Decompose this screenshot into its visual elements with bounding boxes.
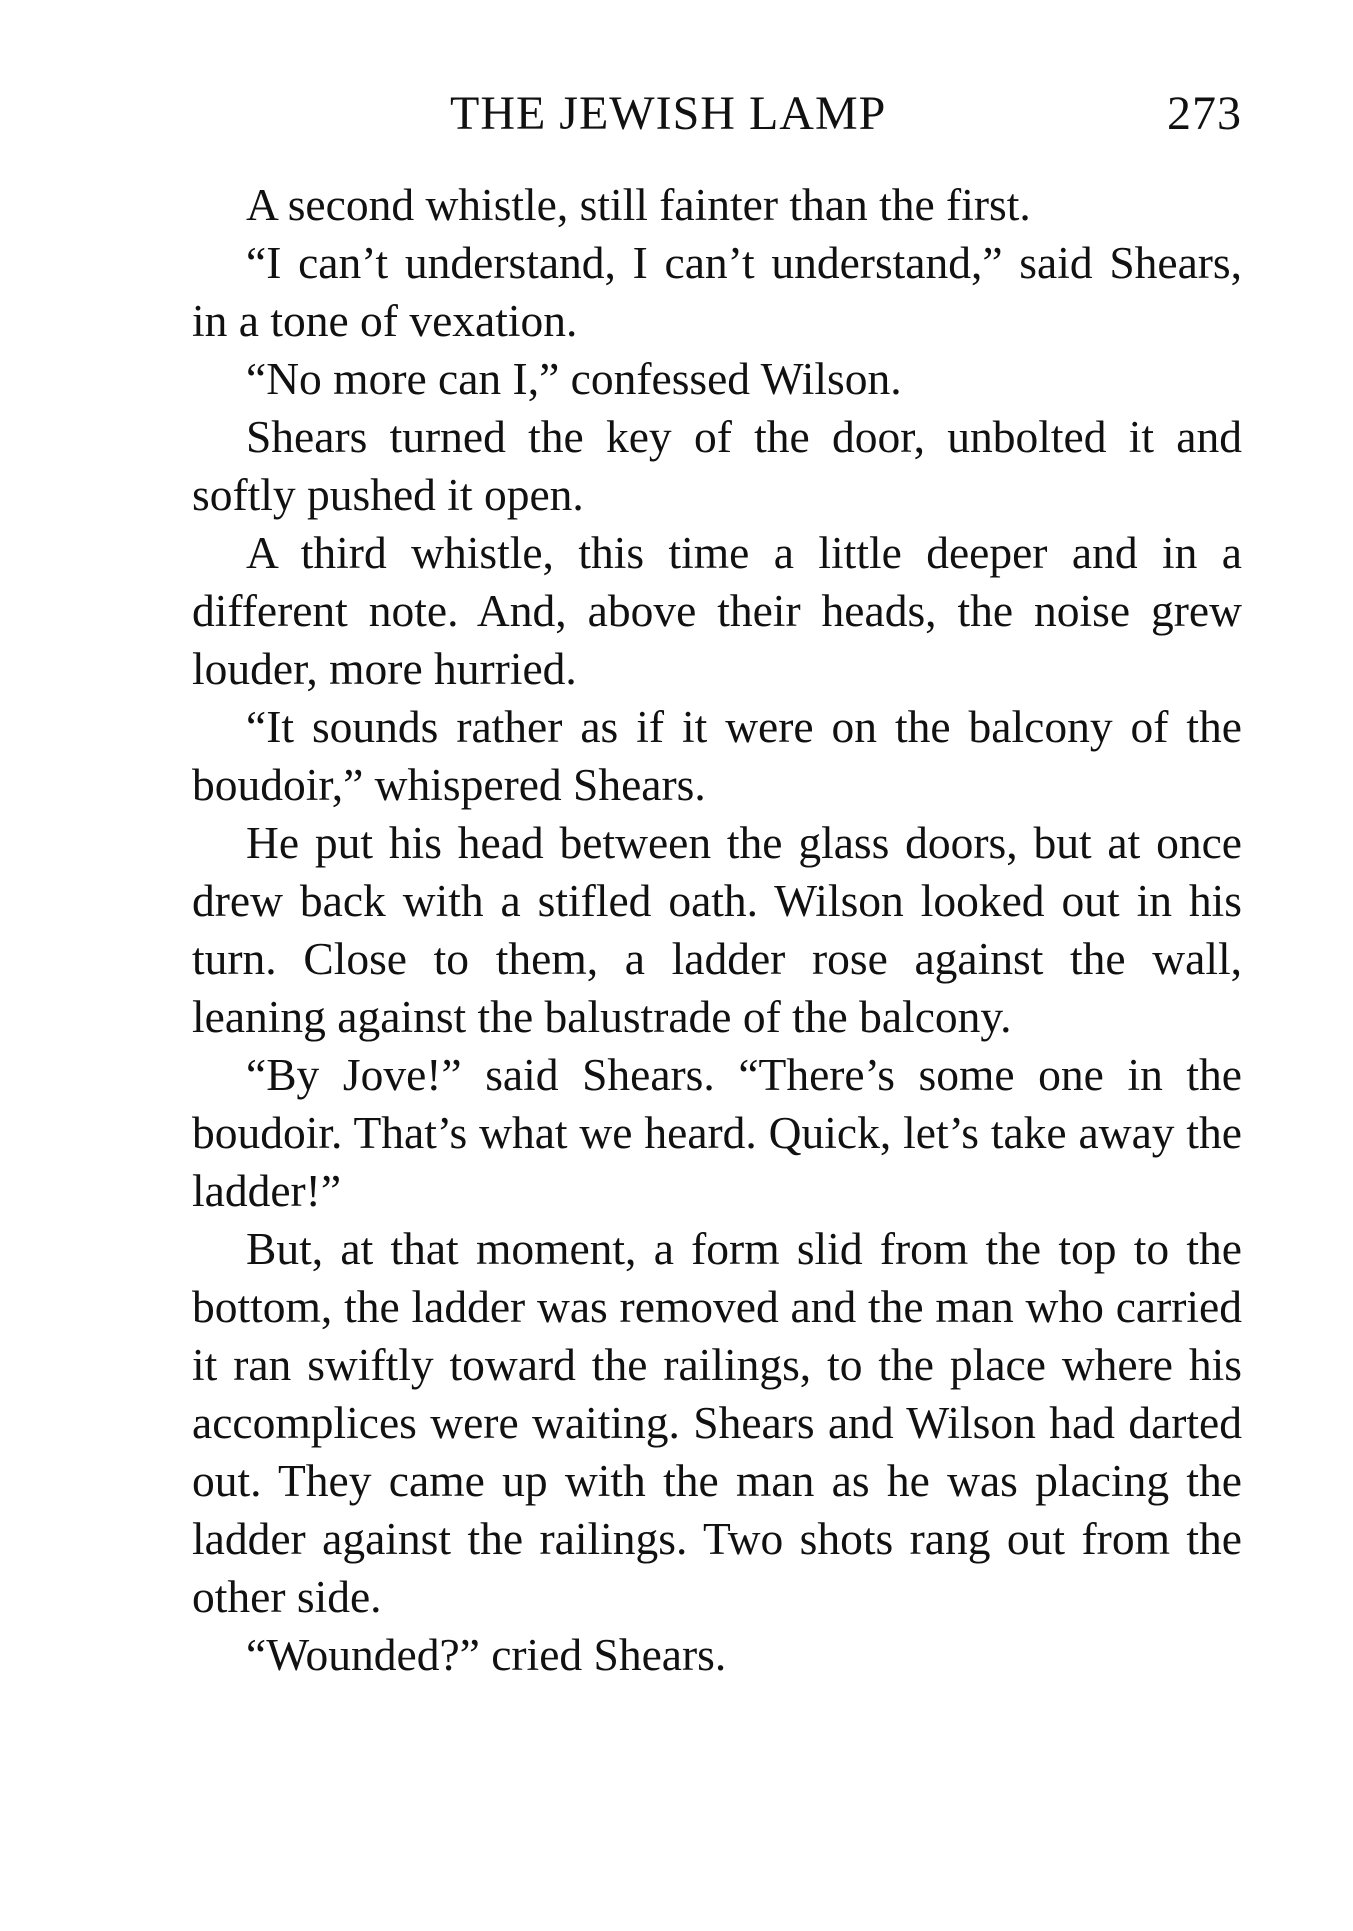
paragraph: He put his head between the glass doors, but at once drew back with a stifled oath. Wilson looked out in his turn. Close to them, a ladder rose against the wall, leaning against the balustrade of the balcony.: [192, 817, 1242, 1042]
page-number: 273: [1167, 87, 1242, 140]
body-text: [192, 176, 1242, 1684]
paragraph: Shears turned the key of the door, unbolted it and softly pushed it open.: [192, 411, 1242, 520]
paragraph: “I can’t understand, I can’t understand,” said Shears, in a tone of vexation.: [192, 237, 1242, 346]
paragraph: But, at that moment, a form slid from the top to the bottom, the ladder was removed and the man who carried it ran swiftly toward the railings, to the place where his accomplices were waiting. Shears and Wilson had darted out. They came up with the man as he was placing the ladder against the railings. Two shots rang out from the other side.: [192, 1223, 1242, 1622]
paragraph: “By Jove!” said Shears. “There’s some one in the boudoir. That’s what we heard. Quick, let’s take away the ladder!”: [192, 1049, 1242, 1216]
paragraph: “It sounds rather as if it were on the balcony of the boudoir,” whispered Shears.: [192, 701, 1242, 810]
running-title: THE JEWISH LAMP: [450, 87, 887, 140]
paragraph: “Wounded?” cried Shears.: [246, 1629, 727, 1680]
page-header: [192, 84, 1242, 144]
paragraph: A second whistle, still fainter than the first.: [246, 179, 1031, 230]
paragraph: “No more can I,” confessed Wilson.: [246, 353, 902, 404]
paragraph: A third whistle, this time a little deeper and in a different note. And, above their heads, the noise grew louder, more hurried.: [192, 527, 1242, 694]
